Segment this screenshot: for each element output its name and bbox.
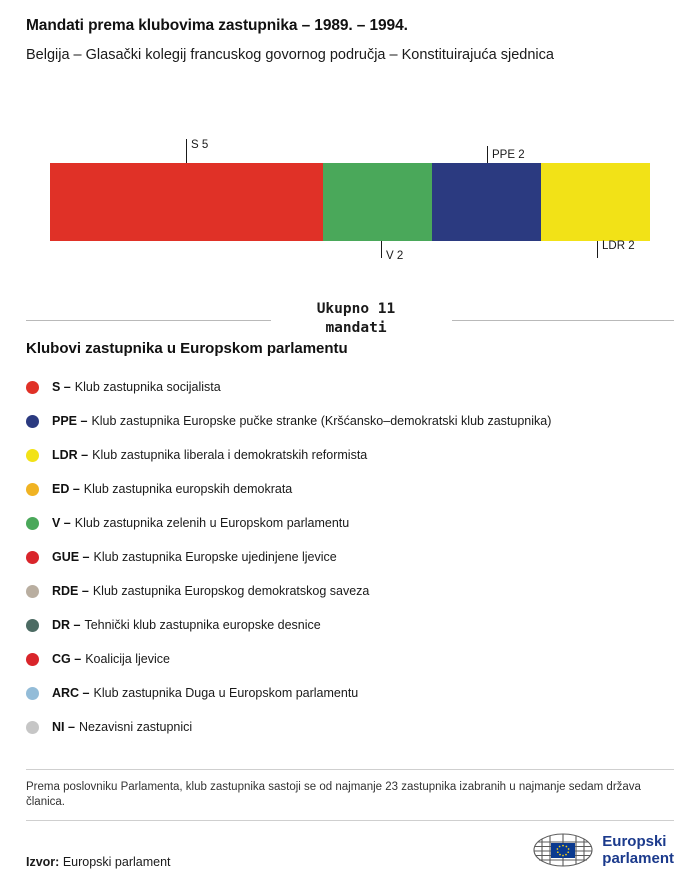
total-seats-text bbox=[281, 300, 431, 338]
legend-desc: Klub zastupnika socijalista bbox=[74, 380, 221, 394]
legend-color-dot-icon bbox=[26, 449, 39, 462]
logo-wordmark bbox=[602, 833, 674, 867]
legend-abbr: CG – bbox=[52, 652, 82, 666]
total-divider-right bbox=[452, 320, 674, 321]
legend-abbr: RDE – bbox=[52, 584, 89, 598]
total-seats-line1: Ukupno 11 bbox=[316, 301, 396, 317]
legend-item-cg[interactable] bbox=[26, 642, 674, 676]
legend-abbr: LDR – bbox=[52, 448, 89, 462]
callout-tick-ppe bbox=[487, 146, 488, 163]
logo-line-1: Europski bbox=[602, 833, 667, 850]
legend-desc: Klub zastupnika Europskog demokratskog saveza bbox=[92, 584, 370, 598]
legend bbox=[26, 370, 674, 744]
legend-desc: Tehnički klub zastupnika europske desnice bbox=[84, 618, 321, 632]
parliament-emblem-icon bbox=[532, 830, 594, 870]
legend-item-ed[interactable] bbox=[26, 472, 674, 506]
legend-abbr: V – bbox=[52, 516, 71, 530]
source-line bbox=[26, 855, 171, 869]
legend-desc: Klub zastupnika liberala i demokratskih reformista bbox=[92, 448, 368, 462]
legend-item-ni[interactable] bbox=[26, 710, 674, 744]
legend-color-dot-icon bbox=[26, 687, 39, 700]
source-value: Europski parlament bbox=[62, 855, 171, 869]
bar-segment-ppe[interactable] bbox=[432, 163, 541, 241]
legend-desc: Klub zastupnika Europske pučke stranke (Kršćansko–demokratski klub zastupnika) bbox=[91, 414, 552, 428]
seat-distribution-bar bbox=[50, 163, 650, 241]
legend-desc: Nezavisni zastupnici bbox=[78, 720, 193, 734]
european-parliament-logo bbox=[532, 828, 674, 872]
total-seats bbox=[26, 300, 674, 340]
legend-abbr: ARC – bbox=[52, 686, 90, 700]
callout-ppe-text: PPE 2 bbox=[492, 149, 525, 161]
callout-label-ldr bbox=[602, 240, 635, 252]
legend-item-ldr[interactable] bbox=[26, 438, 674, 472]
total-divider-left bbox=[26, 320, 271, 321]
legend-item-gue[interactable] bbox=[26, 540, 674, 574]
legend-abbr: NI – bbox=[52, 720, 75, 734]
legend-color-dot-icon bbox=[26, 619, 39, 632]
legend-abbr: DR – bbox=[52, 618, 81, 632]
legend-item-dr[interactable] bbox=[26, 608, 674, 642]
callout-v-text: V 2 bbox=[386, 250, 404, 262]
callout-tick-ldr bbox=[597, 241, 598, 258]
legend-desc: Klub zastupnika zelenih u Europskom parlamentu bbox=[74, 516, 350, 530]
legend-color-dot-icon bbox=[26, 653, 39, 666]
legend-desc: Klub zastupnika europskih demokrata bbox=[83, 482, 293, 496]
legend-abbr: PPE – bbox=[52, 414, 88, 428]
legend-title: Klubovi zastupnika u Europskom parlamentu bbox=[26, 340, 348, 357]
bar-segment-v[interactable] bbox=[323, 163, 432, 241]
logo-line-2: parlament bbox=[602, 850, 674, 867]
legend-color-dot-icon bbox=[26, 381, 39, 394]
callout-tick-v bbox=[381, 241, 382, 258]
legend-desc: Koalicija ljevice bbox=[85, 652, 170, 666]
callout-ldr-text: LDR 2 bbox=[602, 240, 635, 252]
legend-color-dot-icon bbox=[26, 585, 39, 598]
legend-color-dot-icon bbox=[26, 721, 39, 734]
legend-abbr: ED – bbox=[52, 482, 80, 496]
legend-abbr: S – bbox=[52, 380, 71, 394]
bar-segment-s[interactable] bbox=[50, 163, 323, 241]
callout-label-v bbox=[386, 250, 403, 262]
total-seats-line2: mandati bbox=[325, 320, 387, 336]
source-divider bbox=[26, 820, 674, 821]
source-label: Izvor: bbox=[26, 855, 60, 869]
callout-label-s bbox=[191, 139, 208, 151]
bar-segment-ldr[interactable] bbox=[541, 163, 650, 241]
page-title: Mandati prema klubovima zastupnika – 1989. – 1994. bbox=[26, 17, 408, 34]
legend-item-arc[interactable] bbox=[26, 676, 674, 710]
callout-label-ppe bbox=[492, 149, 525, 161]
legend-desc: Klub zastupnika Duga u Europskom parlamentu bbox=[93, 686, 359, 700]
legend-item-v[interactable] bbox=[26, 506, 674, 540]
legend-item-ppe[interactable] bbox=[26, 404, 674, 438]
footnote-text: Prema poslovniku Parlamenta, klub zastupnika sastoji se od najmanje 23 zastupnika izabranih u najmanje sedam država članica. bbox=[26, 781, 641, 808]
legend-color-dot-icon bbox=[26, 483, 39, 496]
legend-desc: Klub zastupnika Europske ujedinjene ljevice bbox=[93, 550, 337, 564]
legend-color-dot-icon bbox=[26, 551, 39, 564]
page-subtitle: Belgija – Glasački kolegij francuskog govornog područja – Konstituirajuća sjednica bbox=[26, 47, 554, 63]
callout-tick-s bbox=[186, 139, 187, 163]
legend-color-dot-icon bbox=[26, 415, 39, 428]
legend-item-rde[interactable] bbox=[26, 574, 674, 608]
footnote-divider bbox=[26, 769, 674, 770]
legend-color-dot-icon bbox=[26, 517, 39, 530]
legend-item-s[interactable] bbox=[26, 370, 674, 404]
callout-s-text: S 5 bbox=[191, 139, 209, 151]
legend-abbr: GUE – bbox=[52, 550, 90, 564]
